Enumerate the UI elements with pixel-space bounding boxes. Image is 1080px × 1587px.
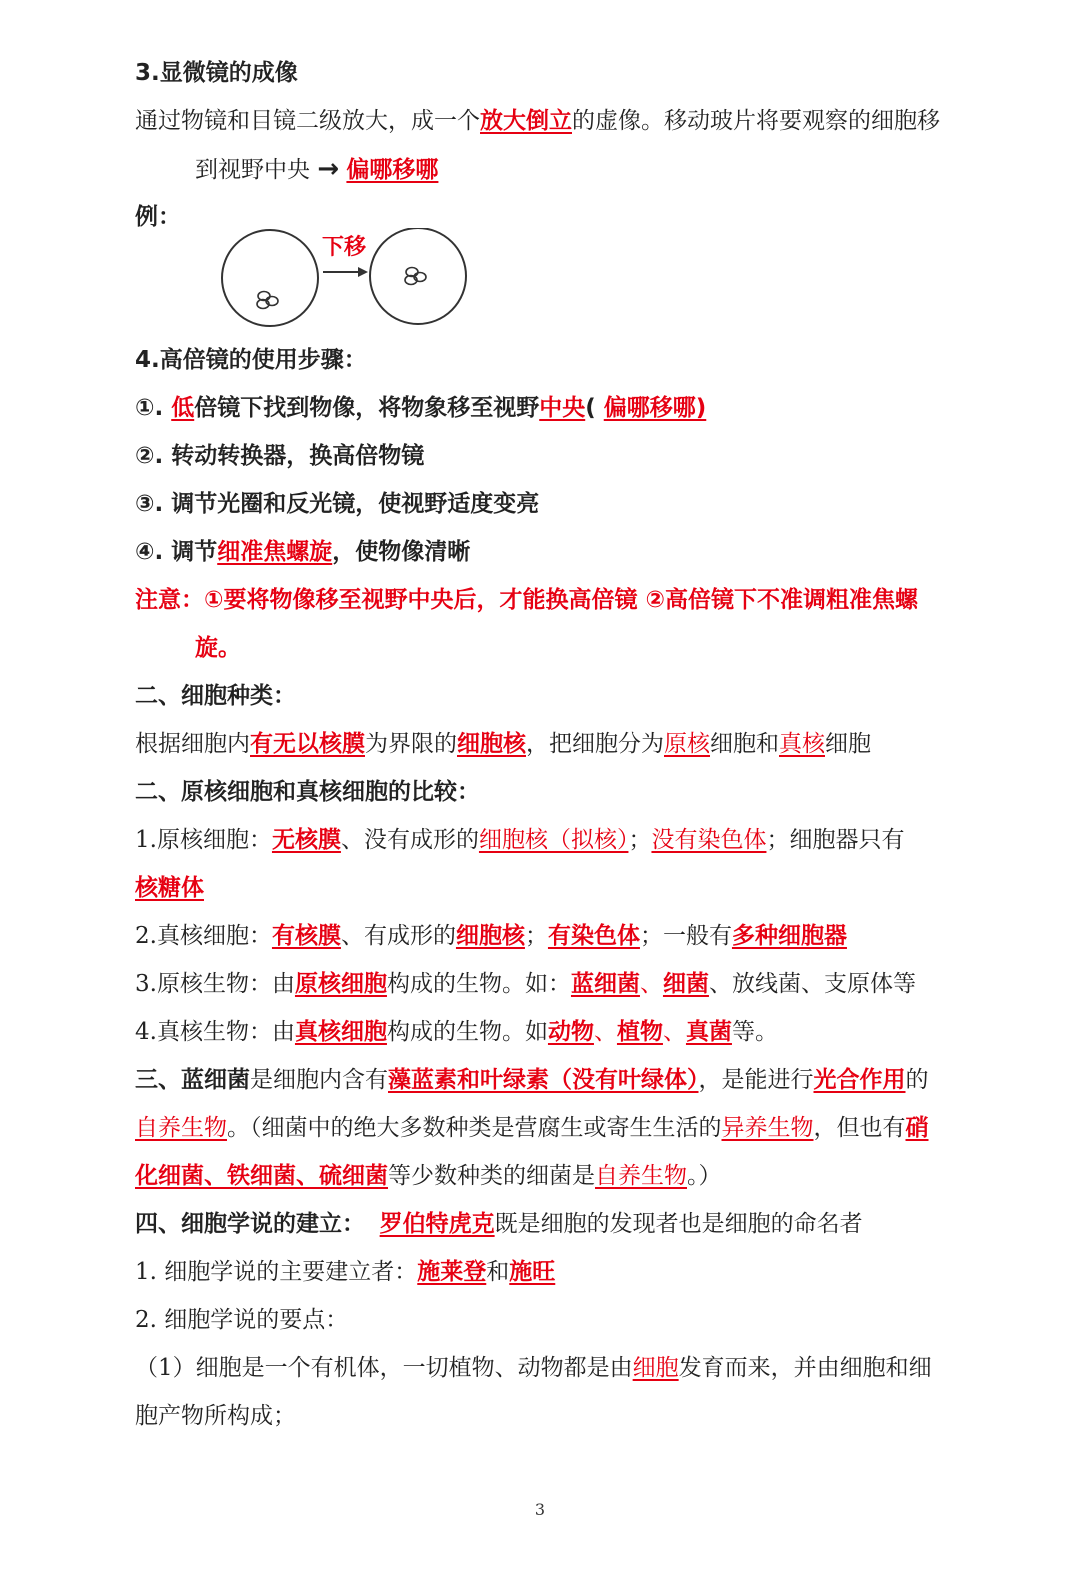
highlight: 无核膜 bbox=[271, 826, 341, 853]
step-number: ②. bbox=[135, 443, 172, 469]
comparison-item-2 bbox=[135, 921, 847, 951]
highlight: 细准焦螺旋 bbox=[217, 539, 333, 565]
highlight: 自养生物 bbox=[595, 1163, 687, 1189]
text: ( bbox=[585, 395, 604, 421]
text: 、 bbox=[662, 1019, 686, 1045]
heading: 三、蓝细菌 bbox=[135, 1067, 250, 1093]
step-number: ④. bbox=[135, 539, 172, 565]
highlight: 施莱登 bbox=[417, 1258, 487, 1285]
cell-theory-item-2: 2. 细胞学说的要点： bbox=[135, 1307, 349, 1333]
text: 等。 bbox=[731, 1019, 778, 1045]
step-1 bbox=[135, 393, 706, 423]
text: ； bbox=[524, 923, 548, 949]
section-title-imaging: 3.显微镜的成像 bbox=[135, 60, 298, 86]
text: 构成的生物。如： bbox=[386, 971, 571, 997]
highlight: 有无以核膜 bbox=[250, 730, 365, 757]
highlight: 真核细胞 bbox=[294, 1018, 387, 1045]
page-number: 3 bbox=[534, 1500, 546, 1519]
highlight: 细胞核 bbox=[455, 922, 525, 949]
text: ；细胞器只有 bbox=[766, 827, 905, 853]
paragraph bbox=[135, 106, 940, 136]
highlight: 动物 bbox=[547, 1018, 594, 1045]
highlight: 光合作用 bbox=[813, 1066, 906, 1093]
diagram-label: 下移 bbox=[322, 235, 367, 260]
cell-theory-point-1-cont: 胞产物所构成； bbox=[135, 1403, 296, 1429]
text: 4.真核生物：由 bbox=[135, 1019, 295, 1045]
text: 的 bbox=[905, 1067, 929, 1093]
section-title-comparison: 二、原核细胞和真核细胞的比较： bbox=[135, 779, 480, 805]
text: 。（细菌中的绝大多数种类是营腐生或寄生生活的 bbox=[227, 1115, 722, 1141]
note-cont: 旋。 bbox=[195, 635, 241, 661]
paragraph bbox=[135, 729, 871, 759]
cyanobacteria-line-1 bbox=[135, 1065, 929, 1095]
highlight: 中央 bbox=[539, 395, 586, 421]
highlight: 植物 bbox=[616, 1018, 663, 1045]
text: 1. 细胞学说的主要建立者： bbox=[135, 1259, 418, 1285]
highlight: 多种细胞器 bbox=[731, 922, 847, 949]
highlight: 偏哪移哪) bbox=[603, 395, 707, 421]
highlight: 低 bbox=[171, 395, 195, 421]
highlight: 放大倒立 bbox=[480, 107, 572, 134]
text: 转动转换器，换高倍物镜 bbox=[171, 443, 425, 469]
text: （1）细胞是一个有机体，一切植物、动物都是由 bbox=[135, 1355, 633, 1381]
note: 注意：①要将物像移至视野中央后，才能换高倍镜 ②高倍镜下不准调粗准焦螺 bbox=[135, 587, 918, 613]
text: 根据细胞内 bbox=[135, 731, 250, 757]
highlight: 核糖体 bbox=[135, 874, 204, 901]
text: 。） bbox=[687, 1163, 722, 1189]
highlight: 异养生物 bbox=[721, 1115, 814, 1141]
step-number: ①. bbox=[135, 395, 172, 421]
text: 通过物镜和目镜二级放大，成一个 bbox=[135, 108, 480, 134]
section-title-high-power: 4.高倍镜的使用步骤： bbox=[135, 347, 367, 373]
highlight: 硝 bbox=[905, 1114, 929, 1141]
microscope-diagram bbox=[218, 228, 473, 328]
highlight: 原核 bbox=[664, 731, 710, 757]
text: ，把细胞分为 bbox=[526, 731, 664, 757]
cell-theory-item-1 bbox=[135, 1257, 555, 1287]
text: 调节 bbox=[171, 539, 218, 565]
text: 、放线菌、支原体等 bbox=[708, 971, 916, 997]
step-2 bbox=[135, 441, 424, 471]
text: ，但也有 bbox=[813, 1115, 906, 1141]
heading: 四、细胞学说的建立： bbox=[135, 1211, 365, 1237]
text: 细胞和 bbox=[710, 731, 779, 757]
text: ，使物像清晰 bbox=[332, 539, 471, 565]
text: 、 bbox=[593, 1019, 617, 1045]
highlight: 偏哪移哪 bbox=[346, 156, 439, 183]
highlight: 细胞核（拟核） bbox=[478, 827, 629, 853]
highlight: 有染色体 bbox=[547, 922, 640, 949]
text: 2.真核细胞： bbox=[135, 923, 272, 949]
text: 既是细胞的发现者也是细胞的命名者 bbox=[494, 1211, 863, 1237]
text: 1.原核细胞： bbox=[135, 827, 272, 853]
cyanobacteria-line-3 bbox=[135, 1161, 722, 1191]
text: 为界限的 bbox=[365, 731, 457, 757]
cell-theory-title bbox=[135, 1209, 863, 1239]
text: 倍镜下找到物像，将物象移至视野 bbox=[194, 395, 540, 421]
text: 等少数种类的细菌是 bbox=[388, 1163, 595, 1189]
section-title-cell-types: 二、细胞种类： bbox=[135, 683, 296, 709]
paragraph bbox=[195, 154, 438, 185]
comparison-item-1 bbox=[135, 825, 904, 855]
highlight: 化细菌、铁细菌、硫细菌 bbox=[135, 1162, 388, 1189]
text: ；一般有 bbox=[639, 923, 732, 949]
text: ，是能进行 bbox=[698, 1067, 814, 1093]
cyanobacteria-line-2 bbox=[135, 1113, 929, 1143]
text: 到视野中央 bbox=[195, 157, 310, 183]
highlight: 有核膜 bbox=[271, 922, 341, 949]
comparison-item-4 bbox=[135, 1017, 778, 1047]
highlight: 细菌 bbox=[662, 970, 709, 997]
highlight: 自养生物 bbox=[135, 1115, 227, 1141]
highlight: 藻蓝素和叶绿素（没有叶绿体） bbox=[388, 1066, 699, 1093]
step-3 bbox=[135, 489, 539, 519]
text: 、 bbox=[639, 971, 663, 997]
arrow-right-icon: → bbox=[317, 154, 340, 184]
text: 3.原核生物：由 bbox=[135, 971, 295, 997]
highlight: 蓝细菌 bbox=[570, 970, 640, 997]
text: 、有成形的 bbox=[340, 923, 456, 949]
text: 的虚像。移动玻片将要观察的细胞移 bbox=[572, 108, 940, 134]
highlight: 细胞核 bbox=[457, 730, 526, 757]
text: 是细胞内含有 bbox=[250, 1067, 388, 1093]
comparison-item-3 bbox=[135, 969, 916, 999]
example-label: 例： bbox=[135, 204, 181, 230]
text: 和 bbox=[486, 1259, 510, 1285]
highlight: 没有染色体 bbox=[651, 827, 767, 853]
highlight: 真菌 bbox=[685, 1018, 732, 1045]
highlight: 细胞 bbox=[632, 1355, 679, 1381]
highlight: 真核 bbox=[779, 731, 825, 757]
step-4 bbox=[135, 537, 470, 567]
highlight: 施旺 bbox=[509, 1258, 556, 1285]
cell-theory-point-1 bbox=[135, 1353, 932, 1383]
text: ； bbox=[628, 827, 652, 853]
step-number: ③. bbox=[135, 491, 172, 517]
text: 发育而来，并由细胞和细 bbox=[678, 1355, 932, 1381]
highlight: 罗伯特虎克 bbox=[379, 1210, 495, 1237]
text: 构成的生物。如 bbox=[386, 1019, 548, 1045]
text: 细胞 bbox=[825, 731, 871, 757]
highlight: 原核细胞 bbox=[294, 970, 387, 997]
text: 、没有成形的 bbox=[340, 827, 479, 853]
text: 调节光圈和反光镜，使视野适度变亮 bbox=[171, 491, 540, 517]
